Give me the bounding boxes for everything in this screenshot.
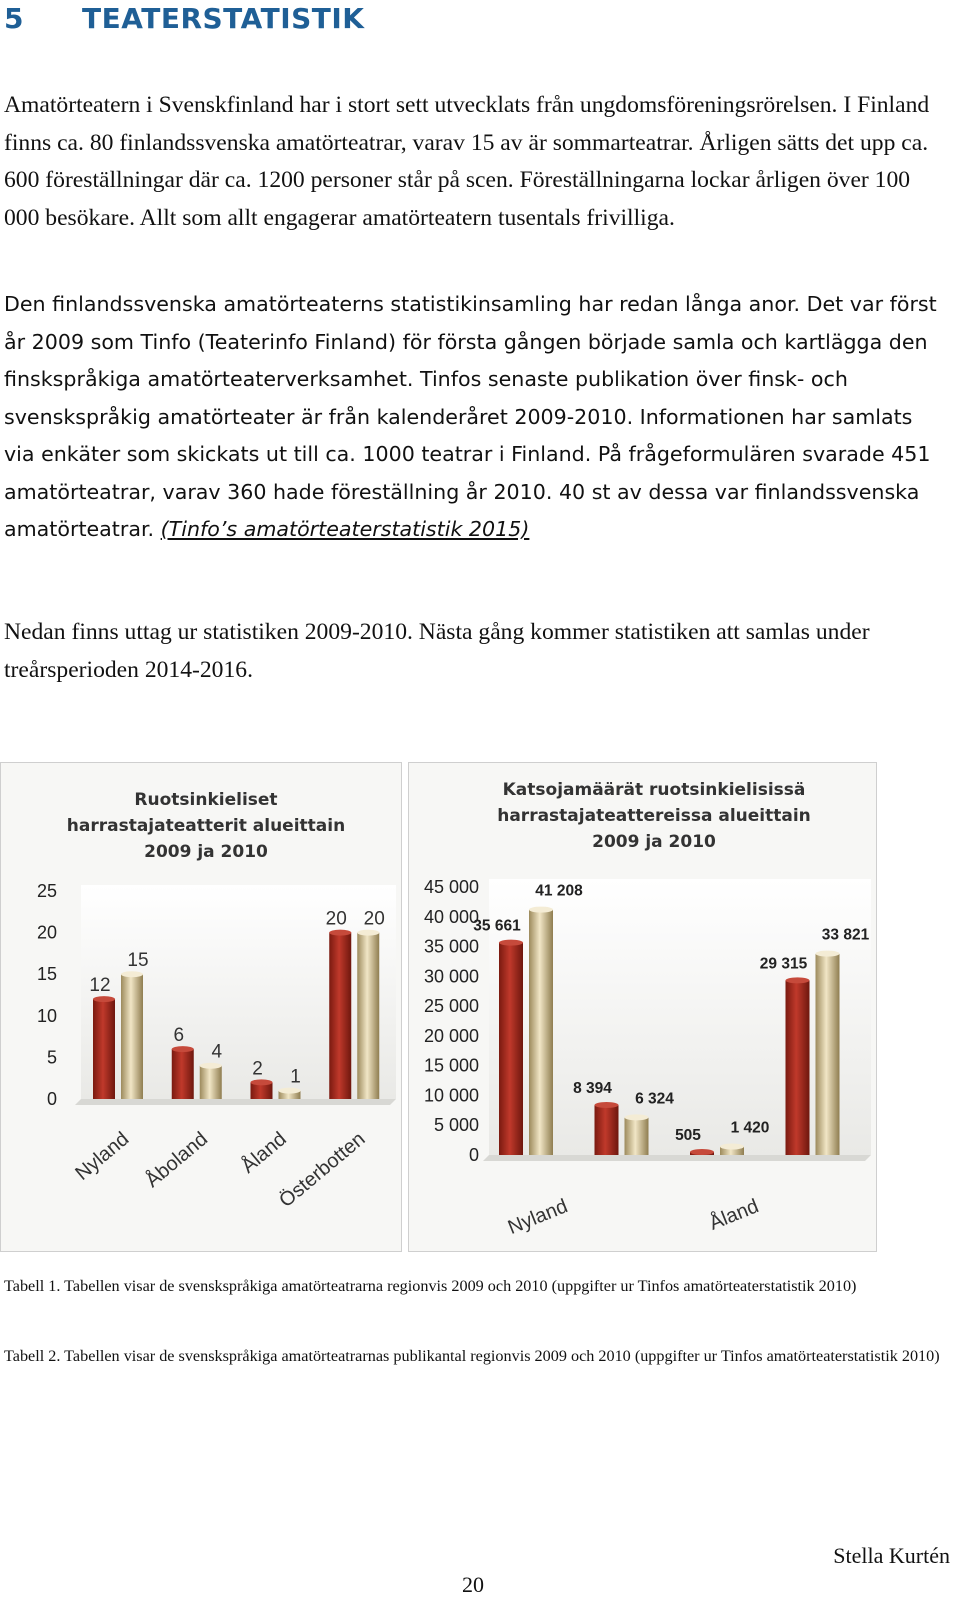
bar-2010 [816, 954, 840, 1155]
bar-cap [690, 1149, 714, 1155]
chart-title-line: Katsojamäärät ruotsinkielisissä [502, 780, 806, 800]
y-tick-label: 30 000 [423, 966, 479, 987]
caption-table-2: Tabell 2. Tabellen visar de svenskspråkiga amatörteatrarnas publikantal regionvis 2009 och 2010 (uppgifter ur Tinfos amatörteaterstatistik 2010) [4, 1347, 940, 1365]
bar-value-label: 2 [252, 1058, 263, 1080]
bar-2010 [200, 1066, 222, 1099]
paragraph-statistics [4, 286, 949, 549]
bar-value-label: 15 [127, 950, 149, 972]
y-tick-label: 15 [36, 964, 57, 985]
chart-audience-by-region [408, 762, 877, 1252]
x-category-label: Nyland [504, 1195, 571, 1239]
paragraph-next-period: Nedan finns uttag ur statistiken 2009-2010. Nästa gång kommer statistiken att samlas under treårsperioden 2014-2016. [4, 619, 870, 683]
x-category-label: Åland [706, 1195, 762, 1235]
bar-2010 [625, 1117, 649, 1155]
bar-2010 [357, 933, 379, 1099]
chart-title-line: 2009 ja 2010 [144, 842, 268, 862]
bar-cap [357, 930, 379, 936]
plot-floor [483, 1155, 871, 1161]
y-tick-label: 25 [36, 881, 57, 901]
bar-cap [329, 930, 351, 936]
bar-2009 [595, 1105, 619, 1155]
paragraph-intro: Amatörteatern i Svenskfinland har i stort sett utvecklats från ungdomsföreningsrörelsen. I Finland finns ca. 80 finlandssvenska amatörteatrar, varav 15 av är sommarteatrar. Årligen sätts det upp ca. 600 föreställningar där ca. 1200 personer står på scen. Föreställningarna lockar årligen över 100 000 besökare. Allt som allt engagerar amatörteatern tusentals frivilliga. [4, 92, 930, 231]
y-tick-label: 10 000 [423, 1085, 479, 1106]
x-category-label: Åboland [141, 1127, 212, 1193]
bar-cap [816, 951, 840, 957]
chart-theatres-by-region-svg [1, 763, 401, 1251]
chart-title-line: Ruotsinkieliset [134, 790, 278, 810]
bar-value-label: 41 208 [535, 882, 583, 900]
bar-value-label: 6 324 [635, 1090, 674, 1108]
chart-title-line: 2009 ja 2010 [592, 832, 716, 852]
bar-cap [200, 1063, 222, 1069]
bar-cap [93, 996, 115, 1002]
page-number: 20 [462, 1572, 484, 1597]
y-tick-label: 5 [46, 1047, 57, 1068]
chart-title-line: harrastajateattereissa alueittain [497, 806, 811, 826]
bar-cap [625, 1114, 649, 1120]
bar-value-label: 20 [325, 908, 347, 930]
plot-floor [75, 1099, 396, 1105]
bar-2009 [329, 933, 351, 1099]
bar-2009 [786, 980, 810, 1155]
y-tick-label: 10 [36, 1005, 57, 1026]
chart-theatres-by-region [0, 762, 402, 1252]
chart-audience-by-region-svg [409, 763, 876, 1251]
section-heading [4, 2, 365, 35]
bar-value-label: 35 661 [473, 917, 521, 935]
x-category-label: Österbotten [275, 1127, 370, 1213]
paragraph-statistics-text: Den finlandssvenska amatörteaterns statistikinsamling har redan långa anor. Det var först år 2009 som Tinfo (Teaterinfo Finland) för första gången började samla och kartlägga den finskspråkiga amatörteaterverksamhet. Tinfos senaste publikation över finsk- och svenskspråkig amatörteater är från kalenderåret 2009-2010. Informationen har samlats via enkäter som skickats ut till ca. 1000 teatrar i Finland. På frågeformulären svarade 451 amatörteatrar, varav 360 hade föreställning år 2010. 40 st av dessa var finlandssvenska amatörteatrar. [4, 292, 937, 541]
bar-cap [786, 977, 810, 983]
bar-value-label: 20 [363, 908, 385, 930]
bar-value-label: 4 [211, 1041, 223, 1063]
bar-value-label: 505 [675, 1126, 701, 1144]
bar-value-label: 1 420 [730, 1119, 770, 1137]
bar-value-label: 8 394 [573, 1080, 612, 1098]
y-tick-label: 25 000 [423, 996, 479, 1017]
y-tick-label: 45 000 [423, 877, 479, 897]
bar-2009 [499, 943, 523, 1155]
y-tick-label: 0 [46, 1089, 57, 1109]
bar-cap [121, 971, 143, 977]
bar-2009 [172, 1049, 194, 1099]
bar-value-label: 33 821 [821, 926, 870, 944]
section-title: TEATERSTATISTIK [82, 2, 365, 35]
y-tick-label: 5 000 [433, 1115, 479, 1136]
bar-cap [499, 940, 523, 946]
bar-value-label: 29 315 [759, 955, 808, 973]
y-tick-label: 35 000 [423, 936, 479, 957]
chart-title-line: harrastajateatterit alueittain [66, 816, 346, 836]
bar-cap [279, 1088, 301, 1094]
bar-2010 [121, 974, 143, 1099]
section-number: 5 [4, 2, 24, 35]
footer-author: Stella Kurtén [833, 1543, 950, 1568]
bar-cap [720, 1144, 744, 1150]
x-category-label: Nyland [71, 1127, 134, 1185]
bar-cap [529, 907, 553, 913]
bar-2010 [529, 910, 553, 1155]
caption-table-1: Tabell 1. Tabellen visar de svenskspråkiga amatörteatrarna regionvis 2009 och 2010 (uppgifter ur Tinfos amatörteaterstatistik 2010) [4, 1277, 857, 1295]
bar-cap [595, 1102, 619, 1108]
y-tick-label: 40 000 [423, 906, 479, 927]
bar-2009 [93, 999, 115, 1099]
y-tick-label: 15 000 [423, 1055, 479, 1076]
x-category-label: Åland [237, 1127, 291, 1178]
bar-value-label: 6 [173, 1025, 185, 1047]
y-tick-label: 20 000 [423, 1025, 479, 1046]
bar-value-label: 1 [290, 1066, 301, 1088]
y-tick-label: 0 [468, 1145, 479, 1165]
y-tick-label: 20 [36, 922, 57, 943]
bar-cap [251, 1079, 273, 1085]
bar-cap [172, 1046, 194, 1052]
source-reference: (Tinfo’s amatörteaterstatistik 2015) [160, 517, 530, 541]
bar-value-label: 12 [89, 975, 111, 997]
